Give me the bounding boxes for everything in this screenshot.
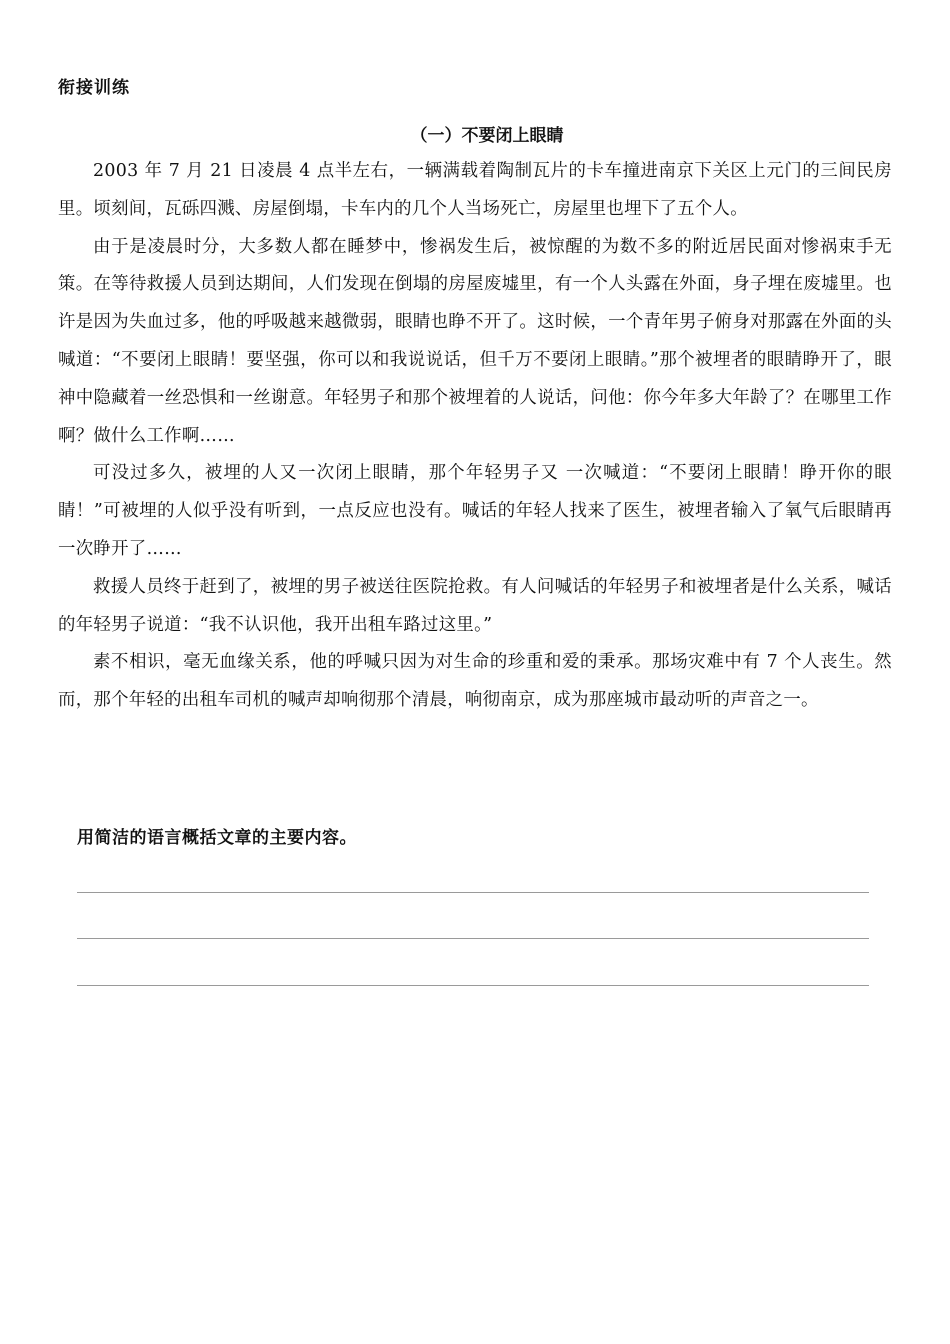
- article-body: [58, 153, 892, 720]
- answer-line[interactable]: [77, 938, 869, 939]
- exercise-question: 用简洁的语言概括文章的主要内容。: [77, 828, 357, 848]
- paragraph: 救援人员终于赶到了，被埋的男子被送往医院抢救。有人问喊话的年轻男子和被埋者是什么关系，喊话的年轻男子说道：“我不认识他，我开出租车路过这里。”: [58, 576, 892, 635]
- paragraph: 2003 年 7 月 21 日凌晨 4 点半左右，一辆满载着陶制瓦片的卡车撞进南京下关区上元门的三间民房里。顷刻间，瓦砾四溅、房屋倒塌，卡车内的几个人当场死亡，房屋里也埋下了五个人。: [58, 161, 892, 219]
- section-heading: 衔接训练: [58, 78, 130, 98]
- paragraph: 由于是凌晨时分，大多数人都在睡梦中，惨祸发生后，被惊醒的为数不多的附近居民面对惨祸束手无策。在等待救援人员到达期间，人们发现在倒塌的房屋废墟里，有一个人头露在外面，身子埋在废墟里。也许是因为失血过多，他的呼吸越来越微弱，眼睛也睁不开了。这时候，一个青年男子俯身对那露在外面的头喊道：“不要闭上眼睛！要坚强，你可以和我说说话，但千万不要闭上眼睛。”那个被埋者的眼睛睁开了，眼神中隐藏着一丝恐惧和一丝谢意。年轻男子和那个被埋着的人说话，问他：你今年多大年龄了？在哪里工作啊？做什么工作啊……: [58, 236, 892, 446]
- paragraph: 可没过多久，被埋的人又一次闭上眼睛，那个年轻男子又 一次喊道：“不要闭上眼睛！睁开你的眼睛！”可被埋的人似乎没有听到，一点反应也没有。喊话的年轻人找来了医生，被埋者输入了氧气后眼睛再一次睁开了……: [58, 463, 892, 559]
- article-title: （一）不要闭上眼睛: [410, 126, 564, 146]
- answer-line[interactable]: [77, 892, 869, 893]
- paragraph: 素不相识，毫无血缘关系，他的呼喊只因为对生命的珍重和爱的秉承。那场灾难中有 7 个人丧生。然而，那个年轻的出租车司机的喊声却响彻那个清晨，响彻南京，成为那座城市最动听的声音之一。: [58, 652, 892, 711]
- answer-line[interactable]: [77, 985, 869, 986]
